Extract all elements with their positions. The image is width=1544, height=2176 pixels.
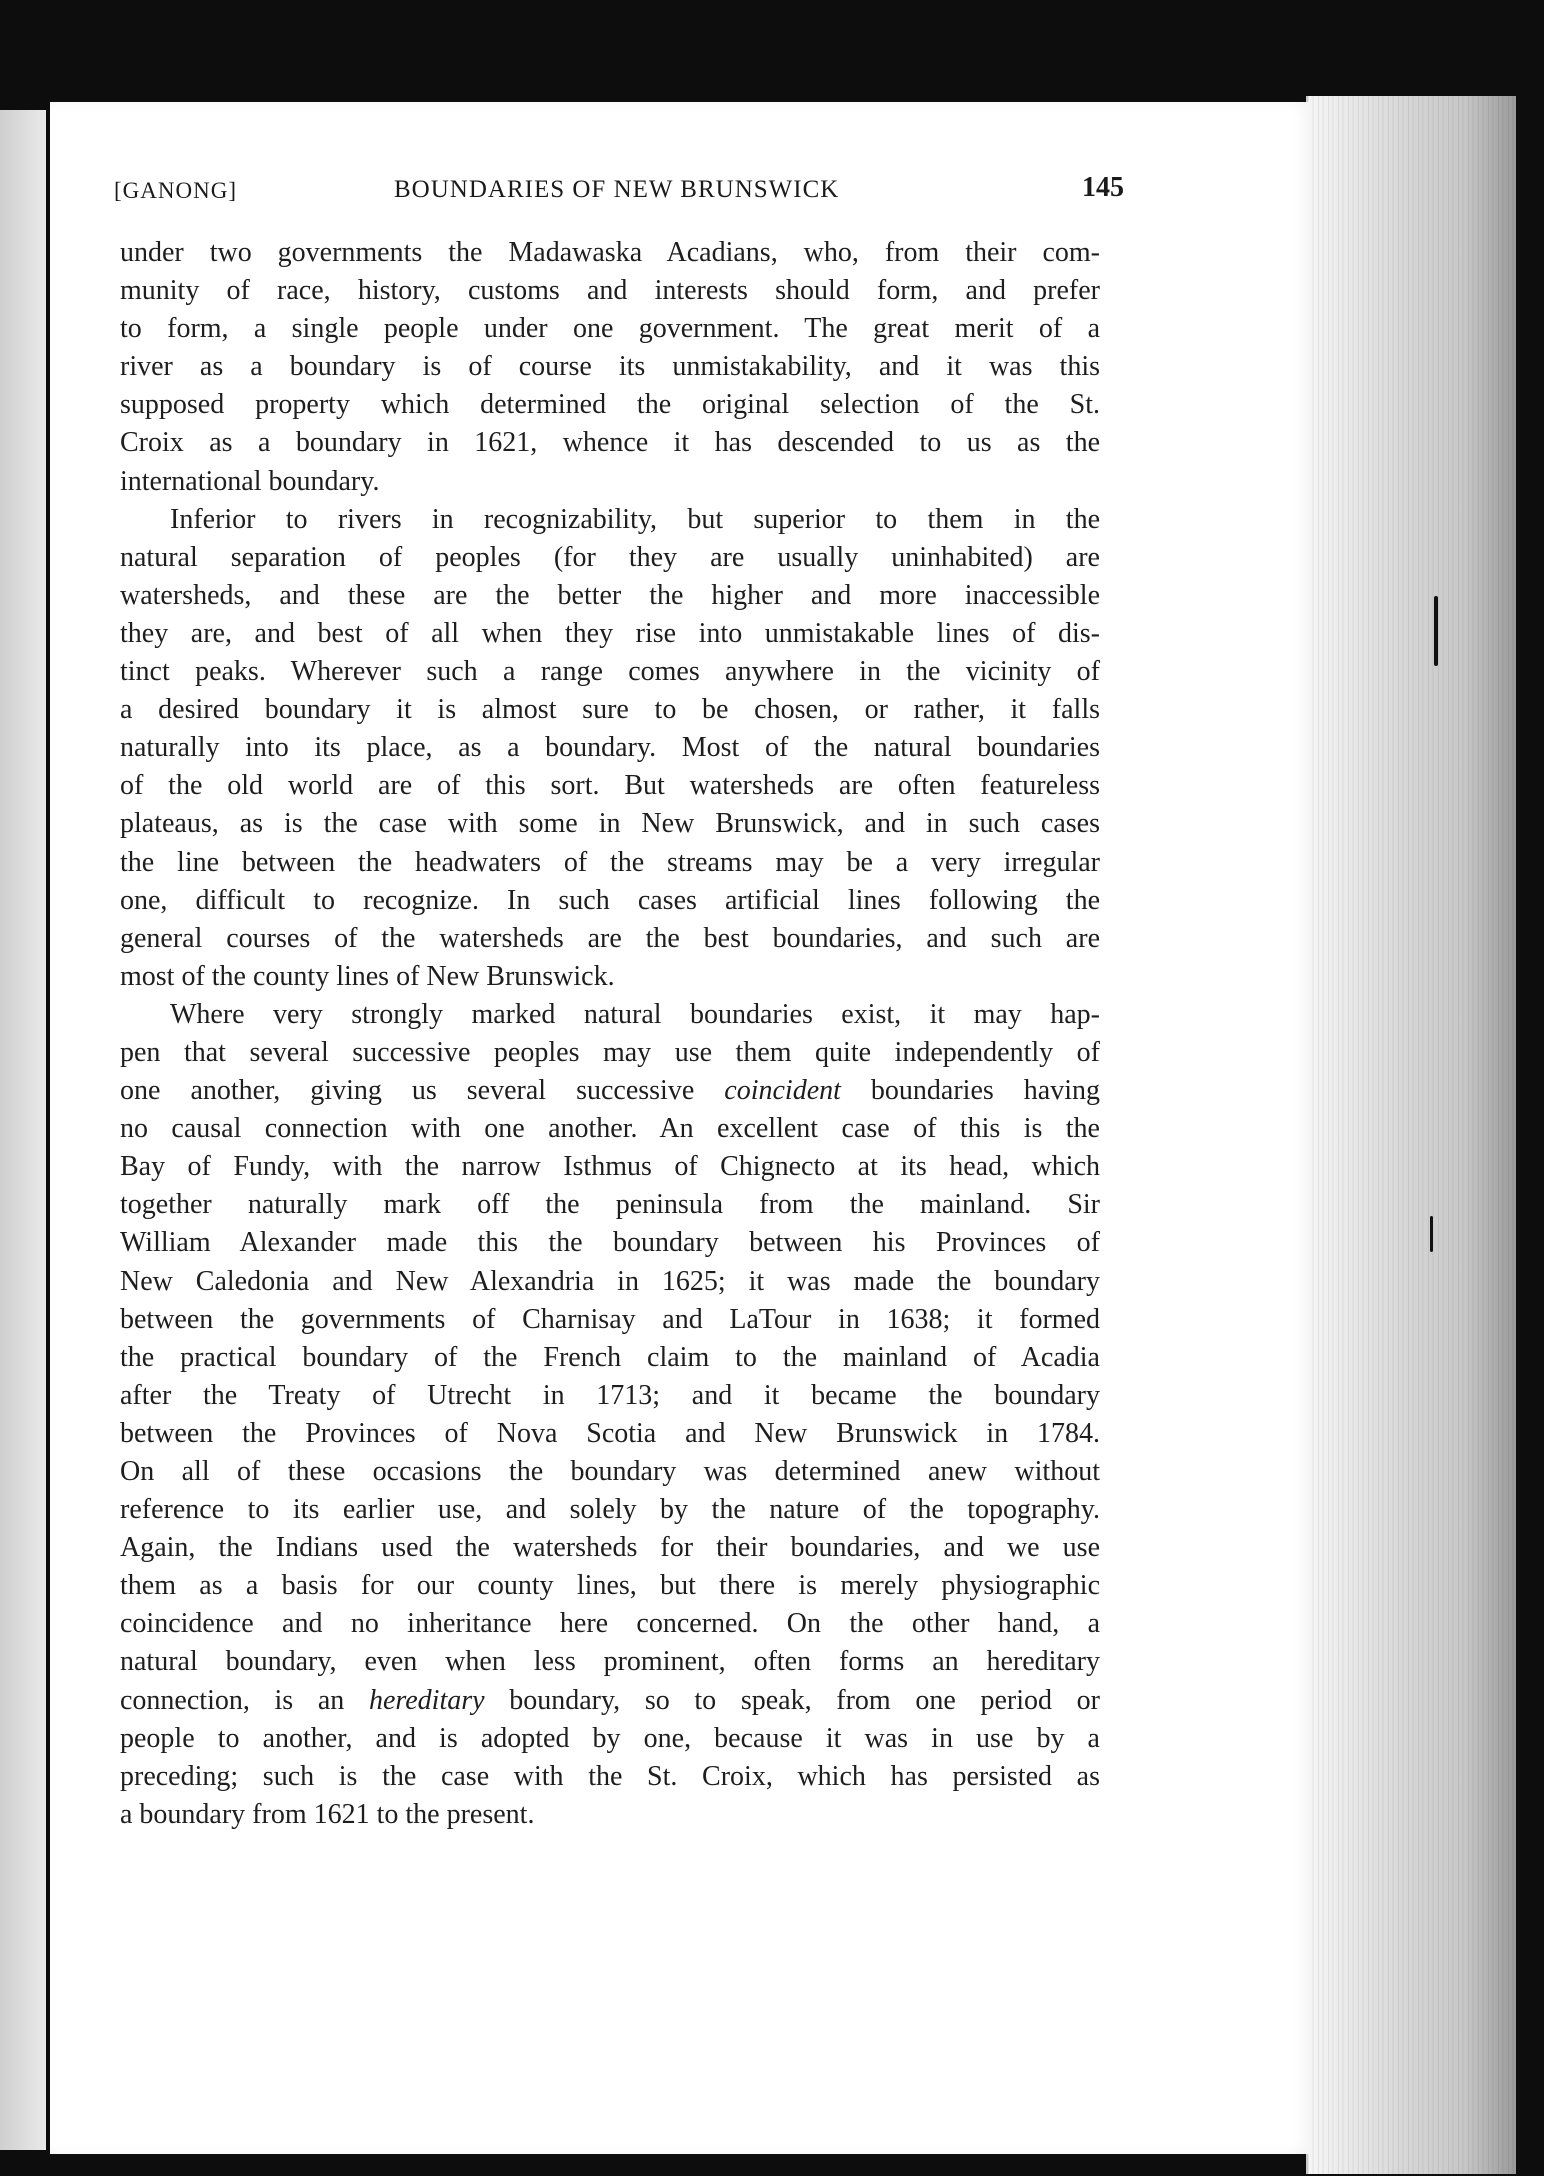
- text-line: Inferior to rivers in recognizability, but superior to them in the: [170, 503, 1100, 535]
- text-line: of the old world are of this sort. But watersheds are often featureless: [120, 770, 1100, 802]
- header-author: [GANONG]: [114, 178, 237, 203]
- text-line: them as a basis for our county lines, but there is merely physiographic: [120, 1570, 1100, 1602]
- text-line: New Caledonia and New Alexandria in 1625; it was made the boundary: [120, 1265, 1100, 1297]
- text-line: the practical boundary of the French claim to the mainland of Acadia: [120, 1341, 1100, 1373]
- text-line: a desired boundary it is almost sure to be chosen, or rather, it falls: [120, 694, 1100, 726]
- text-line: between the governments of Charnisay and LaTour in 1638; it formed: [120, 1303, 1100, 1335]
- text-line: [120, 1072, 1100, 1110]
- facing-page-edge: [0, 110, 46, 2150]
- text-line: most of the county lines of New Brunswick.: [120, 960, 615, 992]
- text-line: they are, and best of all when they rise into unmistakable lines of dis-: [120, 617, 1100, 649]
- text-line: under two governments the Madawaska Acadians, who, from their com-: [120, 237, 1100, 268]
- text-line: preceding; such is the case with the St. Croix, which has persisted as: [120, 1760, 1100, 1792]
- text-line: together naturally mark off the peninsula from the mainland. Sir: [120, 1189, 1100, 1221]
- body-text: [120, 234, 1100, 1834]
- text-line: to form, a single people under one government. The great merit of a: [120, 313, 1100, 345]
- text-line: international boundary.: [120, 465, 380, 497]
- text-run: one another, giving us several successive: [120, 1075, 725, 1107]
- header-title: BOUNDARIES OF NEW BRUNSWICK: [394, 176, 840, 203]
- text-line: naturally into its place, as a boundary. Most of the natural boundaries: [120, 732, 1100, 764]
- running-header: [114, 172, 1124, 228]
- book-fore-edge: [1306, 96, 1516, 2174]
- text-run: boundaries having: [840, 1075, 1100, 1107]
- text-line: [120, 1682, 1100, 1720]
- text-run: boundary, so to speak, from one period or: [484, 1684, 1100, 1716]
- text-line: watersheds, and these are the better the higher and more inaccessible: [120, 579, 1100, 611]
- text-line: Again, the Indians used the watersheds for their boundaries, and we use: [120, 1532, 1100, 1564]
- text-line: Bay of Fundy, with the narrow Isthmus of Chignecto at its head, which: [120, 1151, 1100, 1183]
- text-line: William Alexander made this the boundary between his Provinces of: [120, 1227, 1100, 1259]
- text-line: tinct peaks. Wherever such a range comes anywhere in the vicinity of: [120, 656, 1100, 688]
- text-line: one, difficult to recognize. In such cases artificial lines following the: [120, 884, 1100, 916]
- edge-mark: [1430, 1216, 1433, 1252]
- text-run: connection, is an: [120, 1684, 369, 1716]
- text-line: people to another, and is adopted by one, because it was in use by a: [120, 1722, 1100, 1754]
- text-line: between the Provinces of Nova Scotia and New Brunswick in 1784.: [120, 1417, 1100, 1449]
- text-line: munity of race, history, customs and interests should form, and prefer: [120, 275, 1100, 307]
- text-line: river as a boundary is of course its unmistakability, and it was this: [120, 351, 1100, 383]
- text-line: coincidence and no inheritance here concerned. On the other hand, a: [120, 1608, 1100, 1640]
- text-line: the line between the headwaters of the streams may be a very irregular: [120, 846, 1100, 878]
- italic-word: hereditary: [368, 1684, 485, 1716]
- text-line: plateaus, as is the case with some in New Brunswick, and in such cases: [120, 808, 1100, 840]
- text-line: natural boundary, even when less prominent, often forms an hereditary: [120, 1646, 1100, 1678]
- text-line: Croix as a boundary in 1621, whence it has descended to us as the: [120, 427, 1100, 459]
- italic-word: coincident: [724, 1075, 841, 1107]
- text-line: supposed property which determined the original selection of the St.: [120, 389, 1100, 421]
- text-line: pen that several successive peoples may use them quite independently of: [120, 1036, 1100, 1068]
- text-line: Where very strongly marked natural boundaries exist, it may hap-: [170, 998, 1100, 1030]
- text-line: natural separation of peoples (for they are usually uninhabited) are: [120, 541, 1100, 573]
- edge-mark: [1434, 596, 1438, 666]
- text-line: general courses of the watersheds are the best boundaries, and such are: [120, 922, 1100, 954]
- text-line: no causal connection with one another. An excellent case of this is the: [120, 1113, 1100, 1145]
- text-line: reference to its earlier use, and solely by the nature of the topography.: [120, 1494, 1100, 1526]
- text-line: after the Treaty of Utrecht in 1713; and it became the boundary: [120, 1379, 1100, 1411]
- text-line: On all of these occasions the boundary was determined anew without: [120, 1456, 1100, 1487]
- text-line: a boundary from 1621 to the present.: [120, 1798, 535, 1830]
- page-number: 145: [1082, 172, 1124, 203]
